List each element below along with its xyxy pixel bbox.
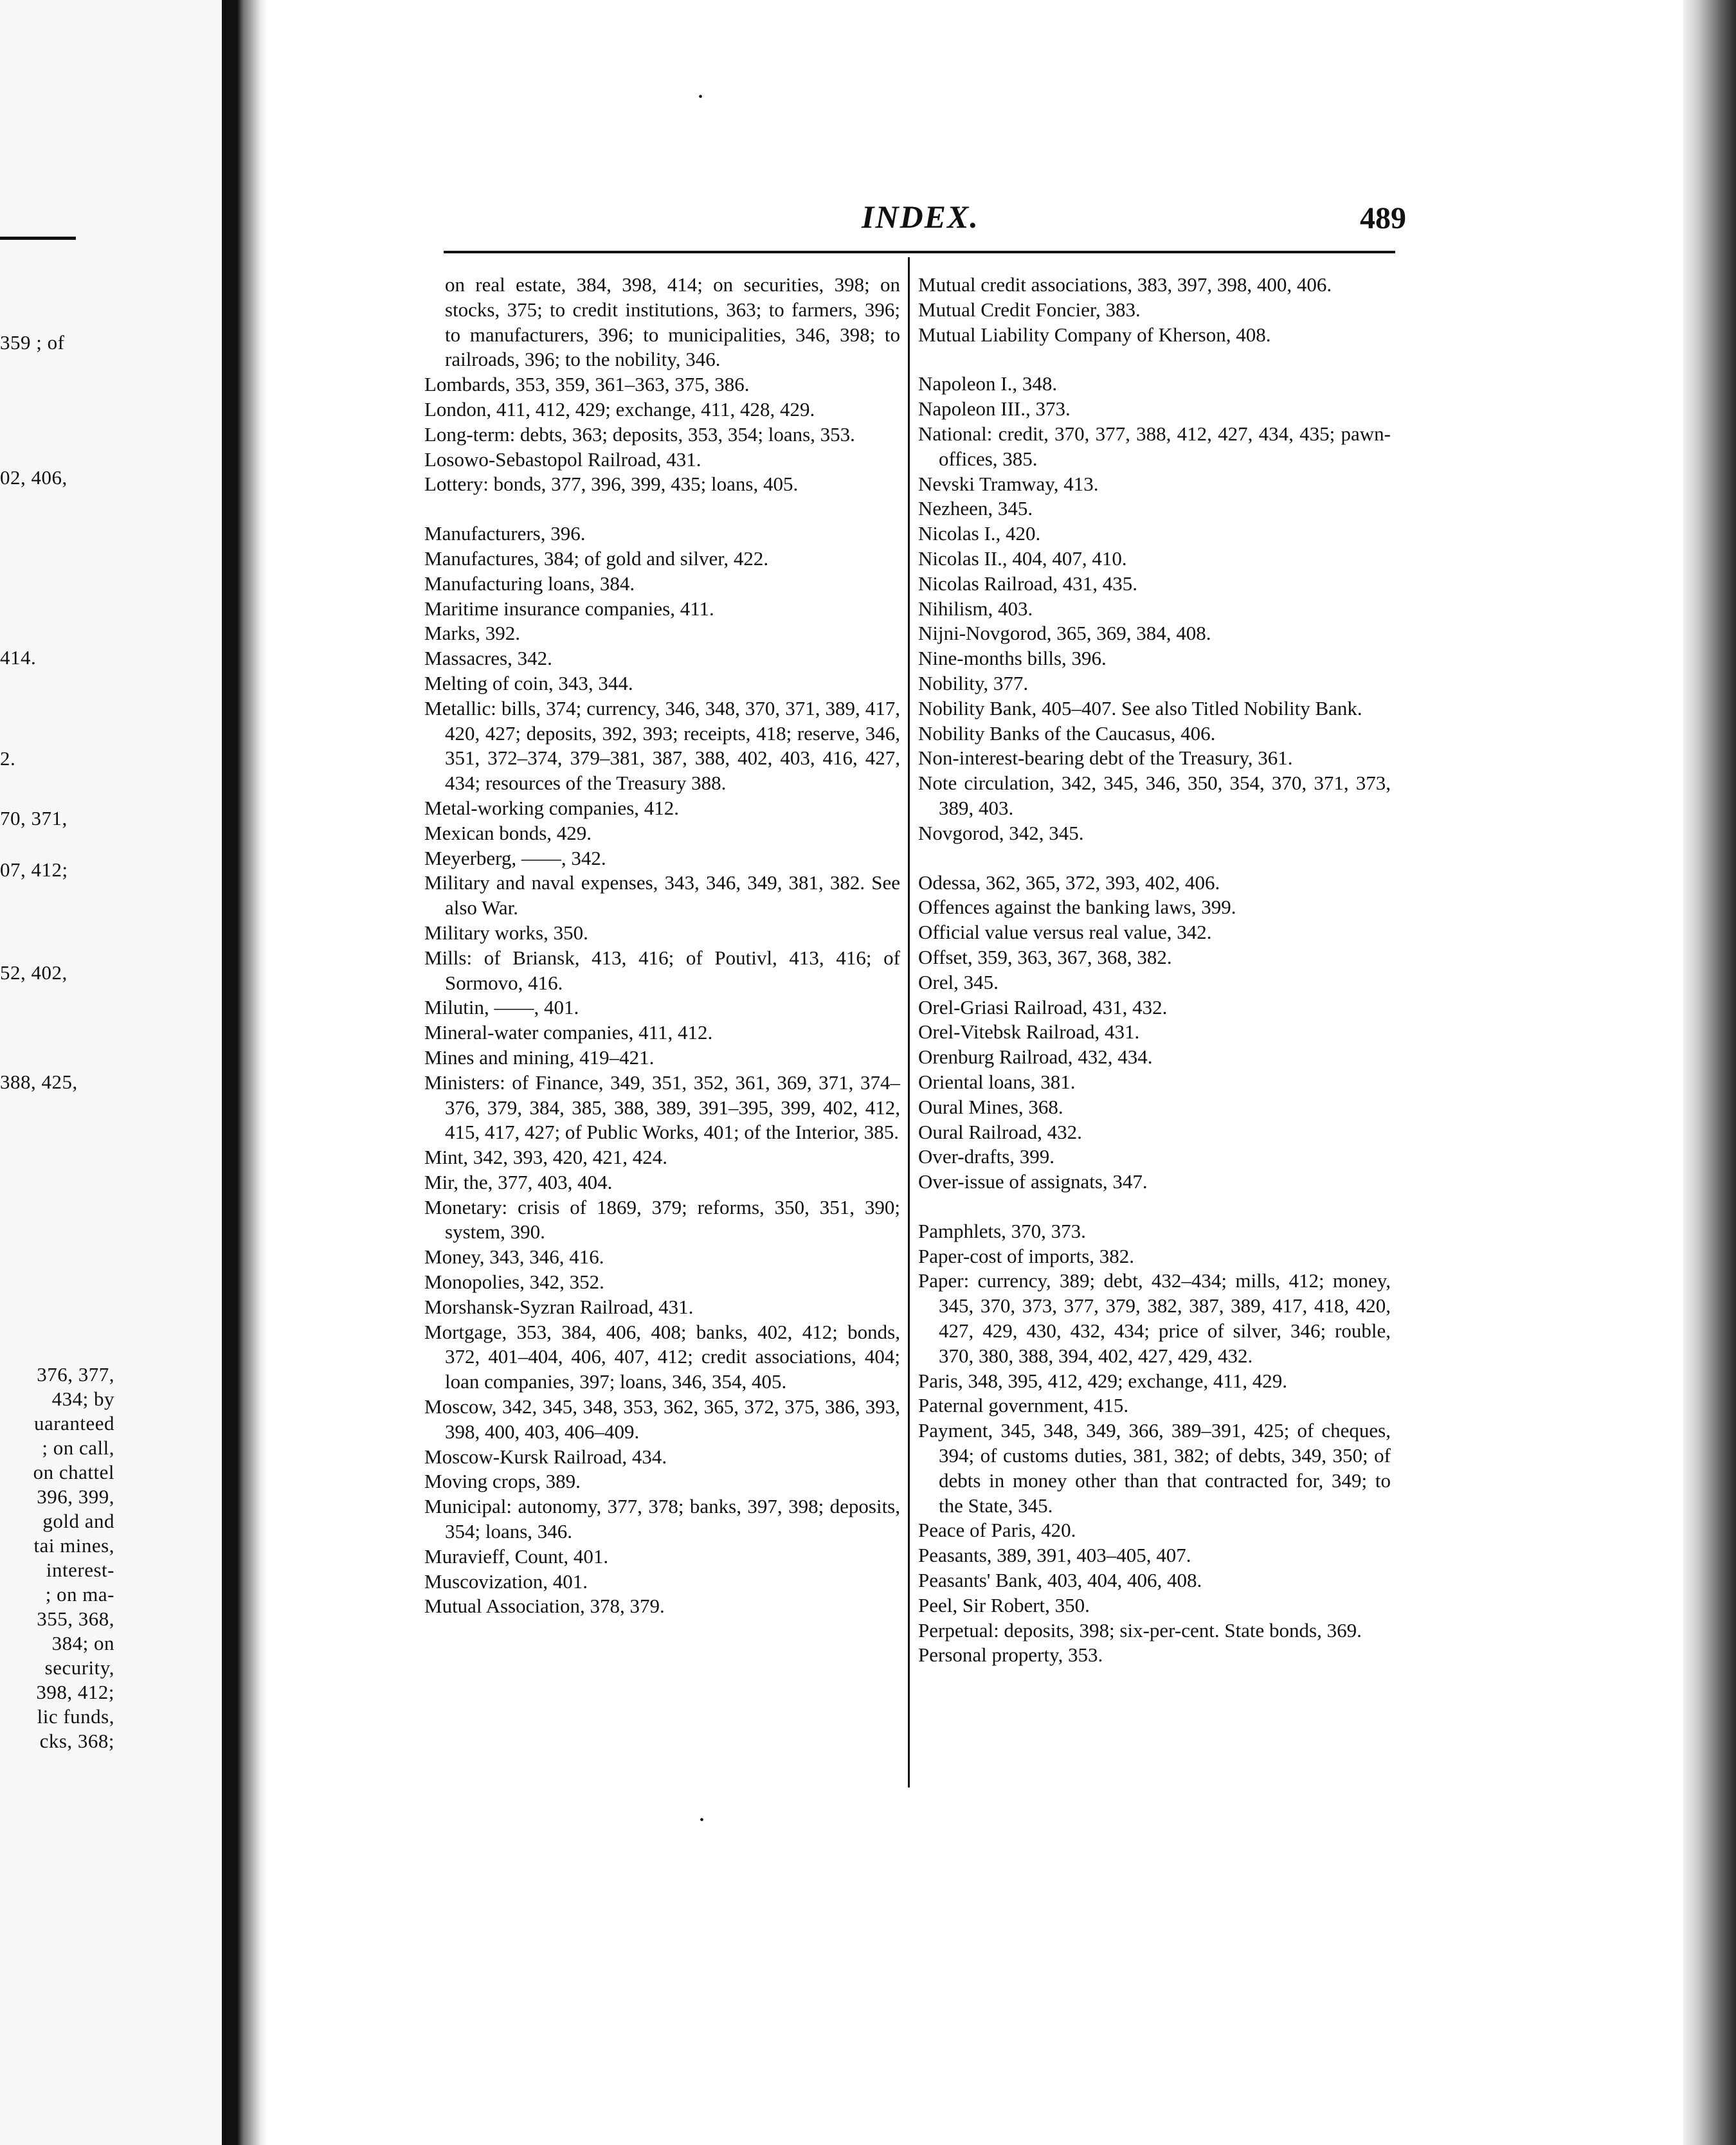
index-entry: Nihilism, 403. bbox=[918, 597, 1033, 620]
running-header-title: INDEX. bbox=[862, 199, 979, 235]
index-entry: Paris, 348, 395, 412, 429; exchange, 411, 429. bbox=[918, 1369, 1287, 1392]
index-entry: Monopolies, 342, 352. bbox=[424, 1271, 604, 1294]
index-entry: Manufacturers, 396. bbox=[424, 522, 586, 545]
index-entry: Orel-Griasi Railroad, 431, 432. bbox=[918, 995, 1168, 1018]
index-entry: Metallic: bills, 374; currency, 346, 348, 370, 371, 389, 417, 420, 427; deposits, 392, 393; receipts, 418; reserve, 346, 351, 372–374, 379–381, 387, 388, 402, 403, 416, 427, 434; resources of the Treasury 388. bbox=[424, 696, 900, 795]
index-entry: London, 411, 412, 429; exchange, 411, 428, 429. bbox=[424, 397, 815, 421]
previous-page-fragment: ; on call, bbox=[42, 1436, 114, 1459]
index-entry: Muravieff, Count, 401. bbox=[424, 1544, 609, 1568]
index-entry: Nijni-Novgorod, 365, 369, 384, 408. bbox=[918, 622, 1211, 645]
binding-shadow bbox=[222, 0, 267, 2145]
index-entry: Nicolas II., 404, 407, 410. bbox=[918, 547, 1127, 570]
previous-page-fragment: uaranteed bbox=[34, 1412, 114, 1435]
previous-page-fragment: 70, 371, bbox=[0, 807, 68, 829]
previous-page-fragment: 388, 425, bbox=[0, 1071, 78, 1093]
index-entry: Long-term: debts, 363; deposits, 353, 354; loans, 353. bbox=[424, 422, 855, 446]
previous-page-fragment: 396, 399, bbox=[37, 1485, 114, 1508]
index-entry: Oural Railroad, 432. bbox=[918, 1120, 1082, 1143]
index-entry: Military and naval expenses, 343, 346, 349, 381, 382. See also War. bbox=[424, 871, 900, 919]
previous-page-fragment: lic funds, bbox=[37, 1705, 114, 1728]
index-entry: Lombards, 353, 359, 361–363, 375, 386. bbox=[424, 373, 750, 396]
index-entry: Nobility Bank, 405–407. See also Titled Nobility Bank. bbox=[918, 696, 1362, 720]
index-entry: Nobility Banks of the Caucasus, 406. bbox=[918, 721, 1216, 745]
page-number: 489 bbox=[1360, 201, 1406, 235]
previous-page-fragment: 2. bbox=[0, 747, 16, 770]
index-entry: Peace of Paris, 420. bbox=[918, 1519, 1076, 1542]
index-entry: Napoleon III., 373. bbox=[918, 397, 1071, 421]
index-entry: Offences against the banking laws, 399. bbox=[918, 896, 1236, 919]
index-entry: Moving crops, 389. bbox=[424, 1470, 581, 1493]
index-entry: Moscow, 342, 345, 348, 353, 362, 365, 372, 375, 386, 393, 398, 400, 403, 406–409. bbox=[424, 1395, 900, 1443]
previous-page-fragment: 355, 368, bbox=[37, 1607, 114, 1630]
index-column-left bbox=[424, 273, 900, 1619]
ink-speck: • bbox=[700, 1813, 705, 1827]
index-entry: Marks, 392. bbox=[424, 622, 520, 645]
previous-page-rule bbox=[0, 237, 76, 240]
index-entry: Novgorod, 342, 345. bbox=[918, 821, 1084, 844]
index-entry: Mint, 342, 393, 420, 421, 424. bbox=[424, 1146, 668, 1169]
index-entry: Lottery: bonds, 377, 396, 399, 435; loans, 405. bbox=[424, 473, 799, 496]
index-entry: Oural Mines, 368. bbox=[918, 1095, 1063, 1118]
index-entry: Odessa, 362, 365, 372, 393, 402, 406. bbox=[918, 871, 1220, 894]
index-entry: Mutual Liability Company of Kherson, 408. bbox=[918, 323, 1271, 346]
index-entry: Peasants' Bank, 403, 404, 406, 408. bbox=[918, 1569, 1202, 1592]
section-gap bbox=[424, 497, 900, 521]
index-entry: National: credit, 370, 377, 388, 412, 427, 434, 435; pawn-offices, 385. bbox=[918, 422, 1391, 470]
index-entry: Mir, the, 377, 403, 404. bbox=[424, 1170, 613, 1193]
index-entry: Milutin, ——, 401. bbox=[424, 996, 579, 1019]
column-divider bbox=[908, 257, 910, 1788]
previous-page-fragment: 07, 412; bbox=[0, 858, 68, 881]
index-entry: Orenburg Railroad, 432, 434. bbox=[918, 1045, 1153, 1069]
index-entry: Perpetual: deposits, 398; six-per-cent. State bonds, 369. bbox=[918, 1618, 1362, 1642]
index-entry: Nobility, 377. bbox=[918, 671, 1029, 694]
index-entry: Pamphlets, 370, 373. bbox=[918, 1219, 1086, 1242]
previous-page-fragment: 434; by bbox=[51, 1388, 114, 1410]
index-entry: Nevski Tramway, 413. bbox=[918, 472, 1099, 495]
previous-page-fragment: 359 ; of bbox=[0, 331, 65, 354]
page-edge-shadow bbox=[1683, 0, 1736, 2145]
index-entry: Metal-working companies, 412. bbox=[424, 796, 680, 819]
ink-speck: • bbox=[698, 90, 703, 104]
index-entry: Manufacturing loans, 384. bbox=[424, 572, 635, 595]
index-entry: Monetary: crisis of 1869, 379; reforms, 350, 351, 390; system, 390. bbox=[424, 1195, 900, 1244]
index-entry: Payment, 345, 348, 349, 366, 389–391, 425; of cheques, 394; of customs duties, 381, 382; of debts, 349, 350; of debts in money other than that contracted for, 349; to the State, 345. bbox=[918, 1419, 1391, 1517]
section-gap bbox=[918, 1195, 1391, 1219]
index-entry: on real estate, 384, 398, 414; on securities, 398; on stocks, 375; to credit institutions, 363; to farmers, 396; to manufacturers, 396; to municipalities, 346, 398; to railroads, 396; to the nobility, 346. bbox=[445, 273, 900, 371]
previous-page-fragment: gold and bbox=[42, 1510, 114, 1532]
index-entry: Over-issue of assignats, 347. bbox=[918, 1170, 1148, 1193]
index-entry: Oriental loans, 381. bbox=[918, 1070, 1076, 1093]
section-gap bbox=[918, 347, 1391, 372]
previous-page-fragment: cks, 368; bbox=[39, 1730, 114, 1752]
previous-page-fragment: security, bbox=[44, 1656, 114, 1679]
index-entry: Paper-cost of imports, 382. bbox=[918, 1244, 1135, 1267]
previous-page-fragment: 398, 412; bbox=[36, 1681, 114, 1703]
index-entry: Ministers: of Finance, 349, 351, 352, 361, 369, 371, 374–376, 379, 384, 385, 388, 389, 391–395, 399, 402, 412, 415, 417, 427; of Public Works, 401; of the Interior, 385. bbox=[424, 1071, 900, 1144]
index-entry: Melting of coin, 343, 344. bbox=[424, 671, 633, 694]
index-entry: Orel-Vitebsk Railroad, 431. bbox=[918, 1020, 1140, 1044]
index-entry: Moscow-Kursk Railroad, 434. bbox=[424, 1445, 667, 1468]
index-entry: Mexican bonds, 429. bbox=[424, 821, 592, 844]
index-entry: Mills: of Briansk, 413, 416; of Poutivl, 413, 416; of Sormovo, 416. bbox=[424, 946, 900, 994]
index-entry: Personal property, 353. bbox=[918, 1643, 1103, 1667]
index-entry: Municipal: autonomy, 377, 378; banks, 397, 398; deposits, 354; loans, 346. bbox=[424, 1495, 900, 1543]
index-entry: Nicolas Railroad, 431, 435. bbox=[918, 572, 1137, 595]
index-entry: Nezheen, 345. bbox=[918, 497, 1033, 520]
index-entry: Manufactures, 384; of gold and silver, 422. bbox=[424, 547, 769, 570]
index-entry: Meyerberg, ——, 342. bbox=[424, 846, 606, 869]
previous-page-fragment: on chattel bbox=[33, 1461, 114, 1483]
index-entry: Military works, 350. bbox=[424, 921, 588, 944]
section-gap bbox=[918, 846, 1391, 871]
previous-page-fragment: tai mines, bbox=[33, 1534, 114, 1557]
index-entry: Muscovization, 401. bbox=[424, 1570, 588, 1593]
previous-page-fragment: 52, 402, bbox=[0, 961, 68, 984]
index-entry: Mines and mining, 419–421. bbox=[424, 1045, 655, 1069]
index-entry: Mutual credit associations, 383, 397, 398, 400, 406. bbox=[918, 273, 1332, 296]
index-entry: Note circulation, 342, 345, 346, 350, 354, 370, 371, 373, 389, 403. bbox=[918, 772, 1391, 819]
index-entry: Over-drafts, 399. bbox=[918, 1145, 1055, 1168]
index-entry: Peel, Sir Robert, 350. bbox=[918, 1593, 1090, 1616]
index-entry: Massacres, 342. bbox=[424, 647, 552, 670]
index-entry: Mutual Association, 378, 379. bbox=[424, 1595, 665, 1618]
index-entry: Orel, 345. bbox=[918, 970, 999, 993]
index-entry: Non-interest-bearing debt of the Treasury, 361. bbox=[918, 747, 1293, 770]
previous-page-fragment: 384; on bbox=[51, 1632, 114, 1654]
previous-page-fragment: ; on ma- bbox=[45, 1583, 114, 1606]
index-entry: Offset, 359, 363, 367, 368, 382. bbox=[918, 945, 1172, 968]
index-entry: Mutual Credit Foncier, 383. bbox=[918, 298, 1141, 321]
index-entry: Money, 343, 346, 416. bbox=[424, 1245, 604, 1269]
index-entry: Napoleon I., 348. bbox=[918, 372, 1058, 395]
previous-page-fragment: 414. bbox=[0, 646, 37, 669]
index-entry: Mineral-water companies, 411, 412. bbox=[424, 1021, 713, 1044]
index-entry: Mortgage, 353, 384, 406, 408; banks, 402, 412; bonds, 372, 401–404, 406, 407, 412; credit associations, 404; loan companies, 397; loans, 346, 354, 405. bbox=[424, 1320, 900, 1393]
index-entry: Nicolas I., 420. bbox=[918, 522, 1041, 545]
index-entry: Peasants, 389, 391, 403–405, 407. bbox=[918, 1544, 1191, 1567]
index-entry: Paternal government, 415. bbox=[918, 1394, 1129, 1417]
index-entry: Losowo-Sebastopol Railroad, 431. bbox=[424, 448, 701, 471]
previous-page-fragment: interest- bbox=[46, 1559, 114, 1581]
previous-page-fragment: 02, 406, bbox=[0, 466, 68, 489]
index-entry: Paper: currency, 389; debt, 432–434; mills, 412; money, 345, 370, 373, 377, 379, 382, 387, 389, 417, 418, 420, 427, 429, 430, 432, 434; price of silver, 346; rouble, 370, 380, 388, 394, 402, 427, 429, 432. bbox=[918, 1269, 1391, 1367]
previous-page-fragment: 376, 377, bbox=[37, 1363, 114, 1386]
index-entry: Official value versus real value, 342. bbox=[918, 921, 1212, 944]
index-column-right bbox=[918, 273, 1391, 1668]
header-rule bbox=[444, 251, 1395, 253]
index-entry: Morshansk-Syzran Railroad, 431. bbox=[424, 1295, 694, 1318]
index-entry: Nine-months bills, 396. bbox=[918, 647, 1107, 670]
index-entry: Maritime insurance companies, 411. bbox=[424, 597, 714, 620]
